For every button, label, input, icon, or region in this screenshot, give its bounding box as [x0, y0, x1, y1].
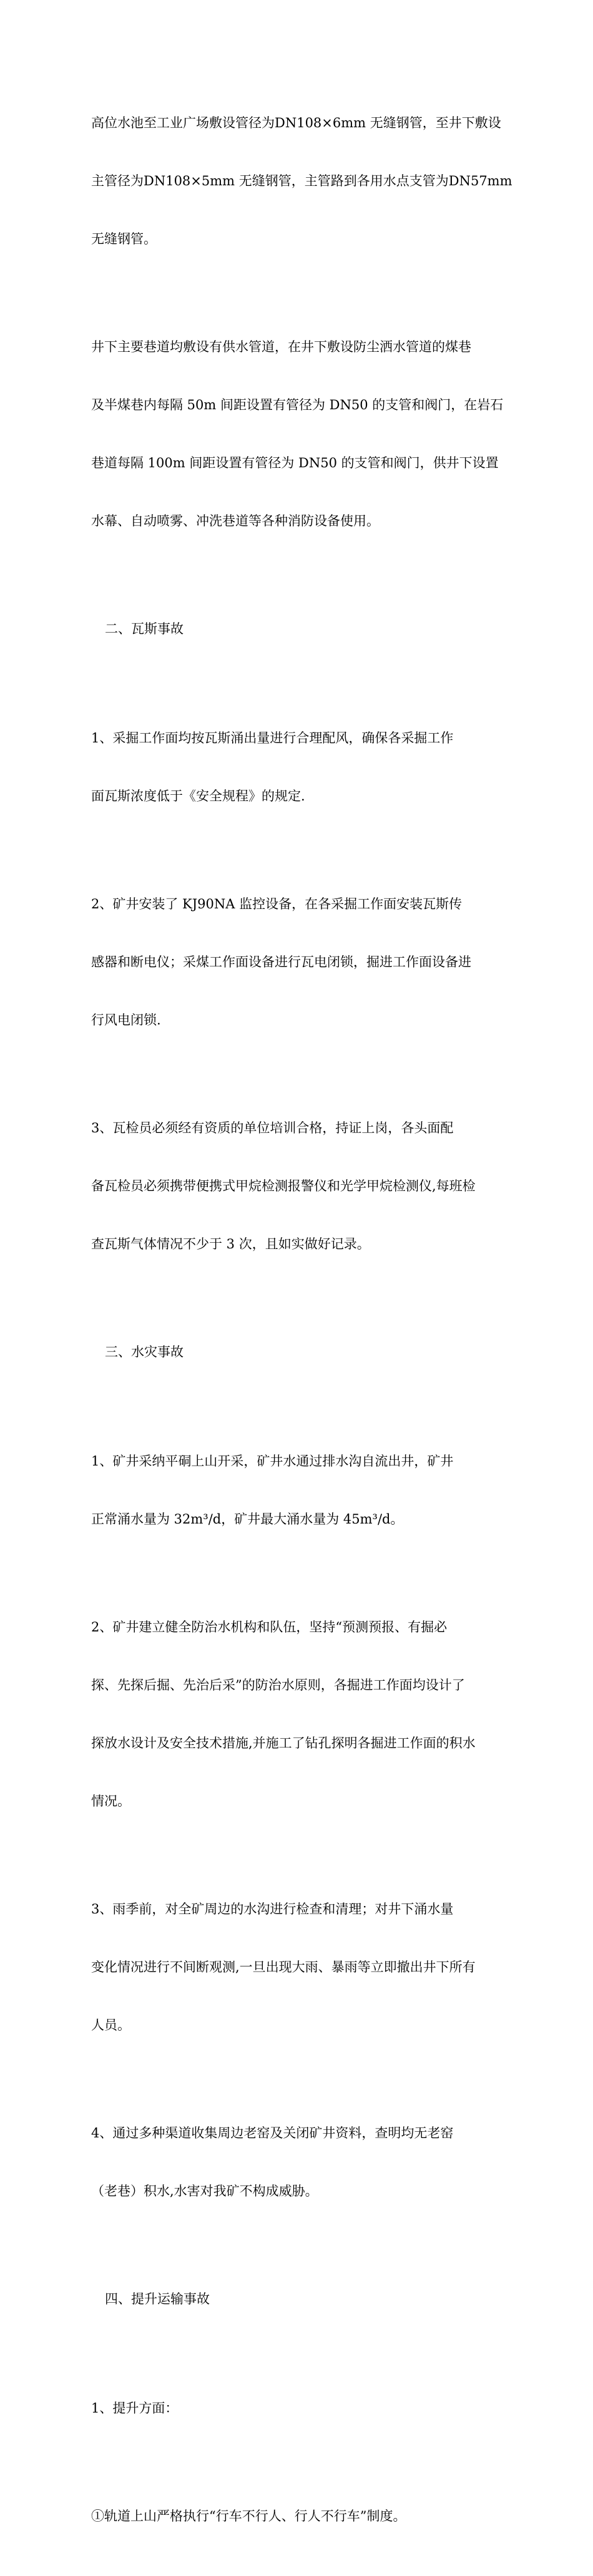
heading-text: 四、提升运输事故: [105, 2292, 210, 2306]
text-line: 正常涌水量为 32m³/d，矿井最大涌水量为 45m³/d。: [91, 1512, 404, 1527]
text-line: 巷道每隔 100m 间距设置有管径为 DN50 的支管和阀门，供井下设置: [91, 455, 499, 470]
text-line: 井下主要巷道均敷设有供水管道，在井下敷设防尘洒水管道的煤巷: [91, 339, 471, 354]
text-line: 行风电闭锁.: [91, 1013, 161, 1028]
text-line: 无缝钢管。: [91, 231, 157, 246]
text-line: ①轨道上山严格执行“行车不行人、行人不行车”制度。: [91, 2509, 406, 2524]
text-line: 1、采掘工作面均按瓦斯涌出量进行合理配风，确保各采掘工作: [91, 731, 454, 746]
paragraph-gas-2: [91, 856, 508, 1069]
text-line: 水幕、自动喷雾、冲洗巷道等各种消防设备使用。: [91, 513, 380, 528]
text-line: 变化情况进行不间断观测,一旦出现大雨、暴雨等立即撤出井下所有: [91, 1960, 476, 1975]
heading-text: 三、水灾事故: [105, 1344, 184, 1359]
text-line: 面瓦斯浓度低于《安全规程》的规定.: [91, 789, 305, 804]
text-line: 备瓦检员必须携带便携式甲烷检测报警仪和光学甲烷检测仪,每班检: [91, 1179, 476, 1193]
section-heading-hoisting: [91, 2251, 508, 2348]
paragraph-hoisting-rule: [91, 2468, 508, 2565]
text-line: 1、矿井采纳平硐上山开采，矿井水通过排水沟自流出井，矿井: [91, 1454, 454, 1469]
text-line: 探放水设计及安全技术措施,并施工了钻孔探明各掘进工作面的积水: [91, 1736, 476, 1751]
paragraph-flood-2: [91, 1579, 508, 1850]
paragraph-gas-3: [91, 1080, 508, 1293]
paragraph-water-pipes: [91, 75, 512, 288]
paragraph-flood-1: [91, 1413, 508, 1568]
text-line: 3、雨季前，对全矿周边的水沟进行检查和清理；对井下涌水量: [91, 1902, 454, 1917]
text-line: 1、提升方面：: [91, 2401, 179, 2416]
text-line: 4、通过多种渠道收集周边老窑及关闭矿井资料，查明均无老窑: [91, 2126, 454, 2141]
text-line: 3、瓦检员必须经有资质的单位培训合格，持证上岗，各头面配: [91, 1120, 454, 1135]
text-line: 情况。: [91, 1794, 130, 1809]
section-heading-gas: [91, 581, 508, 678]
text-line: 探、先探后掘、先治后采”的防治水原则，各掘进工作面均设计了: [91, 1678, 465, 1693]
paragraph-flood-3: [91, 1861, 508, 2074]
paragraph-hoisting-1: [91, 2360, 508, 2457]
section-heading-flood: [91, 1304, 508, 1401]
text-line: 2、矿井安装了 KJ90NA 监控设备，在各采掘工作面安装瓦斯传: [91, 897, 463, 911]
paragraph-flood-4: [91, 2085, 508, 2240]
text-line: 查瓦斯气体情况不少于 3 次，且如实做好记录。: [91, 1237, 370, 1252]
document-body: [91, 75, 512, 2576]
paragraph-underground-supply: [91, 299, 508, 570]
text-line: 人员。: [91, 2018, 130, 2033]
text-line: 感器和断电仪；采煤工作面设备进行瓦电闭锁，掘进工作面设备进: [91, 955, 471, 970]
text-line: 及半煤巷内每隔 50m 间距设置有管径为 DN50 的支管和阀门，在岩石: [91, 397, 504, 412]
text-line: 主管径为DN108×5mm 无缝钢管，主管路到各用水点支管为DN57mm: [91, 173, 512, 188]
text-line: 2、矿井建立健全防治水机构和队伍，坚持“预测预报、有掘必: [91, 1620, 448, 1635]
heading-text: 二、瓦斯事故: [105, 621, 184, 636]
paragraph-gas-1: [91, 690, 508, 845]
text-line: （老巷）积水,水害对我矿不构成威胁。: [91, 2184, 318, 2199]
text-line: 高位水池至工业广场敷设管径为DN108×6mm 无缝钢管，至井下敷设: [91, 115, 501, 130]
